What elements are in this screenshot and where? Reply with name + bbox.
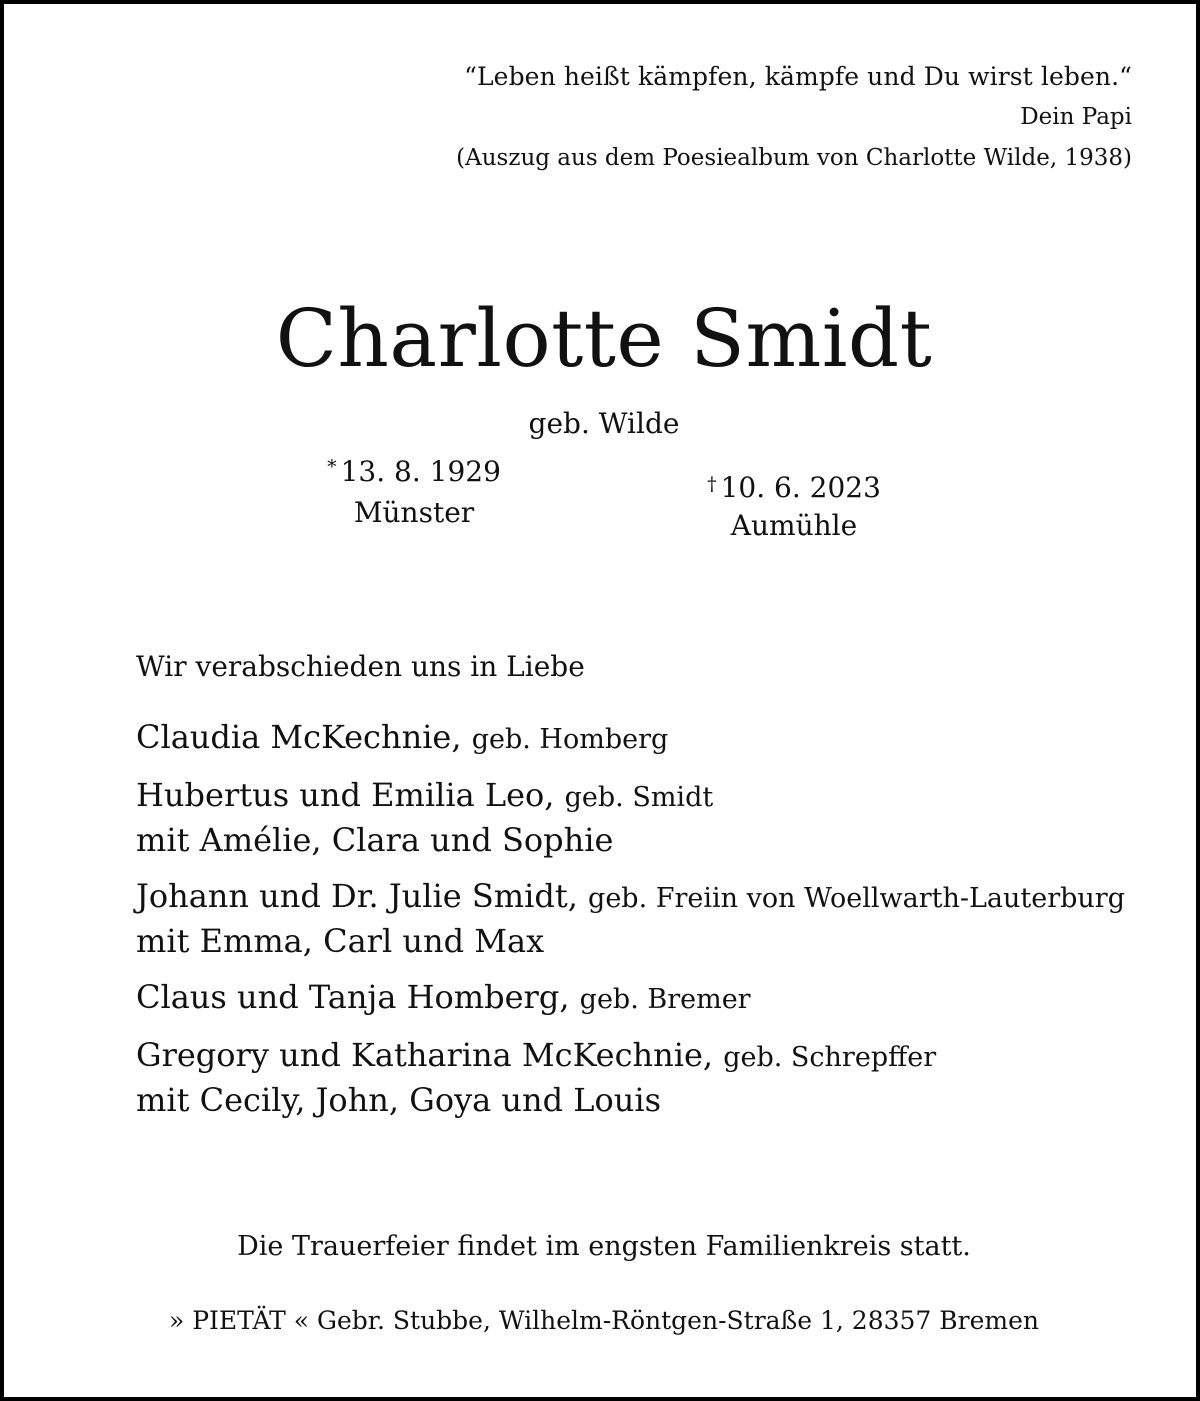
mourner-names: Claus und Tanja Homberg, bbox=[136, 978, 570, 1016]
mourner-birth-name: geb. Freiin von Woellwarth-Lauterburg bbox=[588, 883, 1125, 914]
birth-date: 13. 8. 1929 bbox=[340, 455, 501, 488]
mourners-list bbox=[136, 716, 1136, 1135]
undertaker-info: » PIETÄT « Gebr. Stubbe, Wilhelm-Röntgen-Straße 1, 28357 Bremen bbox=[168, 1306, 1039, 1335]
mourner-family bbox=[136, 716, 1136, 761]
mourner-children: mit Emma, Carl und Max bbox=[136, 922, 545, 960]
death-date: 10. 6. 2023 bbox=[720, 471, 881, 504]
mourner-names-line bbox=[136, 976, 1136, 1021]
death-info bbox=[684, 469, 904, 545]
birth-place: Münster bbox=[353, 496, 475, 529]
mourner-family bbox=[136, 875, 1136, 963]
mourner-names-line bbox=[136, 875, 1136, 920]
mourner-birth-name: geb. Homberg bbox=[471, 724, 669, 755]
poem-quote: “Leben heißt kämpfen, kämpfe und Du wirst leben.“ bbox=[464, 62, 1132, 91]
mourner-names: Gregory und Katharina McKechnie, bbox=[136, 1036, 714, 1074]
ceremony-note: Die Trauerfeier findet im engsten Familienkreis statt. bbox=[237, 1231, 971, 1262]
mourner-names: Johann und Dr. Julie Smidt, bbox=[136, 877, 578, 915]
mourner-names: Hubertus und Emilia Leo, bbox=[136, 776, 555, 814]
mourner-children: mit Cecily, John, Goya und Louis bbox=[136, 1081, 662, 1119]
mourner-names-line bbox=[136, 1034, 1136, 1079]
birth-info bbox=[304, 451, 524, 533]
death-place: Aumühle bbox=[730, 509, 858, 542]
quote-source: (Auszug aus dem Poesiealbum von Charlotte Wilde, 1938) bbox=[456, 145, 1132, 171]
mourner-children: mit Amélie, Clara und Sophie bbox=[136, 821, 614, 859]
mourner-names: Claudia McKechnie, bbox=[136, 718, 462, 756]
birth-date-line bbox=[304, 451, 524, 492]
quote-author: Dein Papi bbox=[1020, 104, 1132, 130]
mourner-family bbox=[136, 1034, 1136, 1122]
mourner-names-line bbox=[136, 774, 1136, 819]
deceased-name: Charlotte Smidt bbox=[275, 292, 933, 385]
death-cross-symbol: † bbox=[707, 473, 717, 495]
mourner-names-line bbox=[136, 716, 1136, 761]
birth-star-symbol: * bbox=[327, 456, 337, 478]
maiden-name: geb. Wilde bbox=[528, 407, 680, 440]
death-date-line bbox=[684, 469, 904, 507]
farewell-line: Wir verabschieden uns in Liebe bbox=[136, 650, 585, 683]
mourner-family bbox=[136, 976, 1136, 1021]
mourner-family bbox=[136, 774, 1136, 862]
mourner-birth-name: geb. Bremer bbox=[579, 984, 751, 1015]
mourner-birth-name: geb. Schrepffer bbox=[723, 1042, 937, 1073]
mourner-birth-name: geb. Smidt bbox=[564, 782, 714, 813]
